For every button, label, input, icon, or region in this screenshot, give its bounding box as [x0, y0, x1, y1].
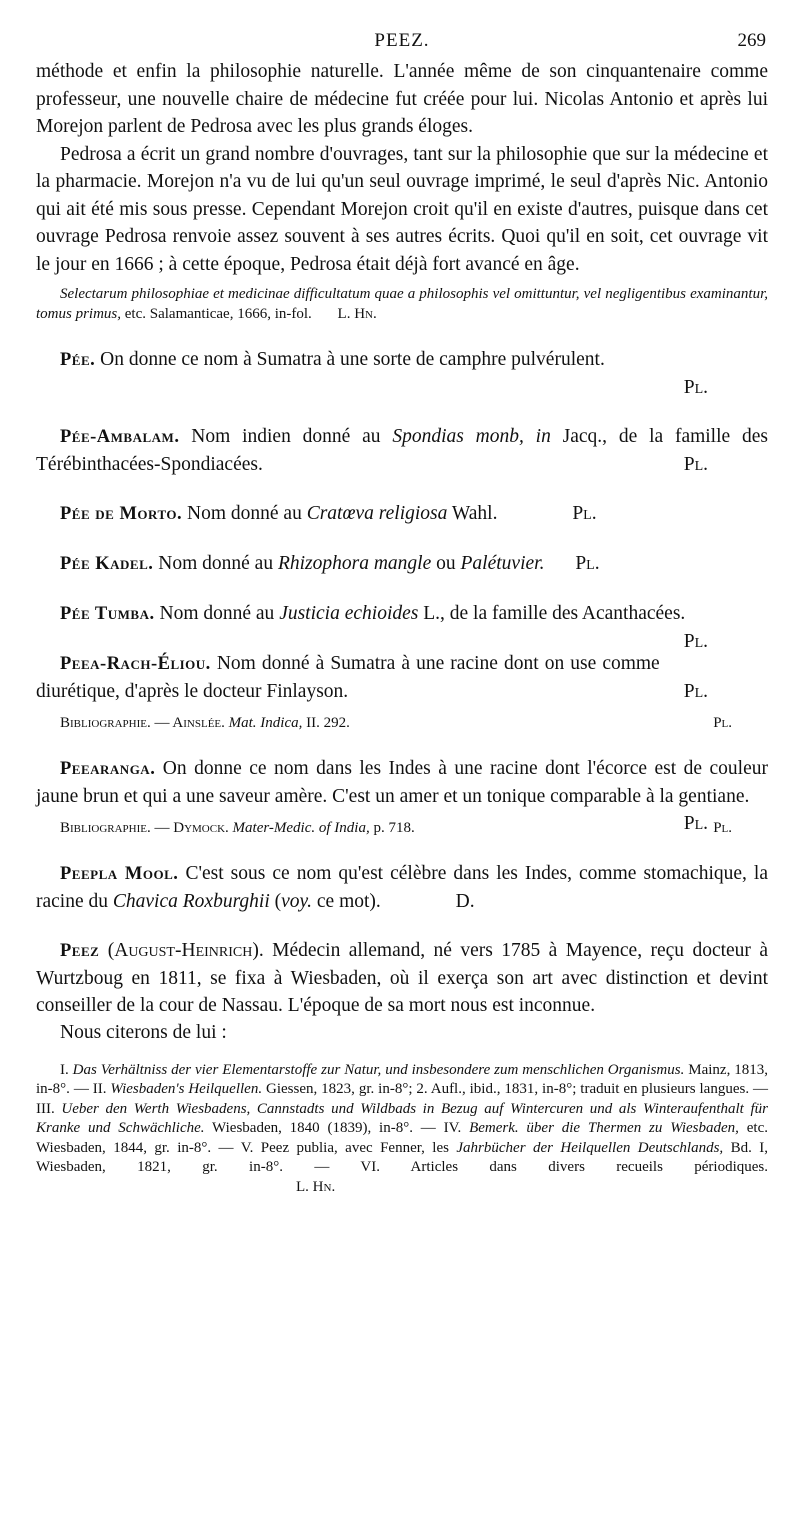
work-text: Peez publia, avec Fenner, les: [260, 1139, 457, 1156]
entry-headword: Pée Kadel.: [60, 554, 154, 574]
bibliography-title: Mater-Medic. of India,: [232, 820, 370, 836]
entry-text: (: [269, 891, 282, 912]
entry-text: ce mot).: [312, 891, 381, 912]
running-header: [36, 28, 768, 58]
reference-details: etc. Salamanticae, 1666, in-fol.: [121, 306, 312, 322]
entry-latin-name: Cratœva religiosa: [306, 503, 448, 524]
bibliography-line: [36, 818, 768, 838]
bibliography-author: — Ainslée.: [150, 715, 229, 731]
entry-signature: Pl.: [683, 813, 708, 834]
entry-alt-name: Palétuvier.: [460, 553, 545, 574]
work-details: Giessen, 1823, gr. in-8°; 2. Aufl., ibid., 1831, in-8°; traduit en plusieurs langues. —: [262, 1081, 768, 1097]
work-number: VI.: [360, 1159, 411, 1175]
entry-pee-kadel: [36, 550, 768, 578]
bibliography-line: [36, 713, 768, 733]
work-number: I.: [60, 1061, 73, 1078]
entry-headword: Pée de Morto.: [60, 504, 183, 524]
entry-text: L., de la famille des Acanthacées.: [418, 603, 686, 624]
entry-peea-rach-eliou: [36, 650, 768, 705]
bibliography-label: Bibliographie.: [60, 820, 151, 836]
entry-headword: Peepla Mool.: [60, 864, 179, 884]
entry-peez: [36, 937, 768, 1019]
entry-signature: Pl.: [572, 503, 597, 524]
work-number: IV.: [443, 1120, 470, 1136]
entry-pee-de-morto: [36, 500, 768, 528]
work-number: II.: [92, 1081, 111, 1097]
entry-voy: voy.: [281, 891, 313, 912]
bibliography-title: Mat. Indica,: [228, 715, 303, 731]
entry-peepla-mool: [36, 860, 768, 915]
work-number: III.: [36, 1100, 62, 1117]
entry-headword: Pée.: [60, 350, 96, 370]
author-signature: L. Hn.: [296, 1178, 336, 1195]
entry-headword: Peez: [60, 941, 100, 961]
document-page: [36, 28, 768, 1197]
bibliography-signature: Pl.: [713, 820, 732, 836]
page-number: 269: [737, 30, 766, 51]
intro-reference: [36, 284, 768, 324]
citerons-line: Nous citerons de lui :: [60, 1022, 227, 1043]
entry-signature: Pl.: [683, 454, 708, 475]
works-list: [36, 1061, 768, 1198]
entry-text: Jacq., de la famille des Térébinthacées-Spondiacées.: [36, 426, 768, 475]
entry-text: Nom donné au: [182, 503, 307, 524]
entry-headword: Pée Tumba.: [60, 604, 155, 624]
author-signature: L. Hn.: [337, 306, 377, 322]
entry-text: C'est sous ce nom qu'est célèbre dans les Indes, comme stomachique, la racine du: [36, 863, 768, 912]
entry-signature: Pl.: [575, 553, 600, 574]
entry-signature: Pl.: [683, 631, 708, 652]
bibliography-details: II. 292.: [302, 715, 350, 731]
entry-person-name: (August-Heinrich).: [99, 940, 264, 961]
entry-text: Wahl.: [447, 503, 498, 524]
entry-text: Médecin allemand, né vers 1785 à Mayence, reçu docteur à Wurtzboug en 1811, se fixa à Wiesbaden, où il exerça son art avec distinction et devint conseiller de la cour de Nassau. L'époque de sa mort nous est inconnue.: [36, 940, 768, 1016]
work-title: Bemerk. über die Thermen zu Wiesbaden,: [469, 1120, 739, 1136]
work-title: Jahrbücher der Heilquellen Deutschlands,: [456, 1139, 724, 1156]
intro-paragraph-1: méthode et enfin la philosophie naturelle. L'année même de son cinquantenaire comme professeur, une nouvelle chaire de médecine fut créée pour lui. Nicolas Antonio et après lui Morejon parlent de Pedrosa avec les plus grands éloges.: [36, 61, 768, 137]
entry-latin-name: Justicia echioides: [279, 603, 419, 624]
work-title: Das Verhältniss der vier Elementarstoffe zur Natur, und insbesondere zum menschlichen Organismus.: [72, 1061, 685, 1078]
work-details: Wiesbaden, 1840 (1839), in-8°. —: [204, 1120, 444, 1136]
entry-text: Nom donné au: [153, 553, 278, 574]
work-title: Wiesbaden's Heilquellen.: [110, 1081, 263, 1097]
bibliography-details: p. 718.: [369, 820, 415, 836]
entry-text: ou: [431, 553, 461, 574]
entry-signature: Pl.: [683, 377, 708, 398]
entry-latin-name: Rhizophora mangle: [277, 553, 432, 574]
bibliography-label: Bibliographie.: [60, 715, 151, 731]
entry-headword: Pée-Ambalam.: [60, 427, 180, 447]
work-title: Ueber den Werth Wiesbadens, Cannstadts und Wildbads in Bezug auf Wintercuren und als Winteraufenthalt für Kranke und Schwächliche.: [36, 1100, 768, 1136]
entry-text: Nom donné à Sumatra à une racine dont on use comme diurétique, d'après le docteur Finlayson.: [36, 653, 660, 702]
entry-latin-name: Chavica Roxburghii: [112, 891, 270, 912]
entry-latin-name: Spondias monb, in: [392, 426, 551, 447]
entry-headword: Peearanga.: [60, 759, 156, 779]
reference-title: Selectarum philosophiae et medicinae difficultatum quae a philosophis vel omittuntur, vel negligentibus examinantur, tomus primus,: [36, 286, 768, 322]
work-text: Articles dans divers recueils périodiques.: [410, 1159, 769, 1175]
work-number: V.: [240, 1139, 261, 1156]
bibliography-signature: Pl.: [713, 715, 732, 731]
entry-signature: D.: [455, 891, 475, 912]
entry-text: Nom indien donné au: [179, 426, 393, 447]
entry-signature: Pl.: [683, 681, 708, 702]
entry-headword: Peea-Rach-Éliou.: [60, 654, 211, 674]
entry-text: On donne ce nom à Sumatra à une sorte de camphre pulvérulent.: [95, 349, 605, 370]
bibliography-author: — Dymock.: [150, 820, 233, 836]
running-title: PEEZ.: [374, 30, 430, 51]
intro-paragraph-2: Pedrosa a écrit un grand nombre d'ouvrages, tant sur la philosophie que sur la médecine et la pharmacie. Morejon n'a vu de lui qu'un seul ouvrage imprimé, le seul d'après Nic. Antonio qui ait été mis sous presse. Cependant Morejon croit qu'il en existe d'autres, puisque dans cet ouvrage Pedrosa renvoie assez souvent à ses autres écrits. Quoi qu'il en soit, cet ouvrage vit le jour en 1666 ; à cette époque, Pedrosa était déjà fort avancé en âge.: [36, 143, 768, 275]
entry-pee-ambalam: [36, 423, 768, 478]
work-details: Bd. I, Wiesbaden, 1821, gr. in-8°. —: [36, 1139, 769, 1175]
work-details: etc. Wiesbaden, 1844, gr. in-8°. —: [36, 1120, 768, 1156]
entry-text: On donne ce nom dans les Indes à une racine dont l'écorce est de couleur jaune brun et qui a une saveur amère. C'est un amer et un tonique comparable à la gentiane.: [36, 758, 768, 807]
entry-pee: [36, 346, 768, 401]
entry-text: Nom donné au: [154, 603, 280, 624]
entry-pee-tumba: [36, 600, 768, 652]
work-details: Mainz, 1813, in-8°. —: [36, 1061, 768, 1097]
